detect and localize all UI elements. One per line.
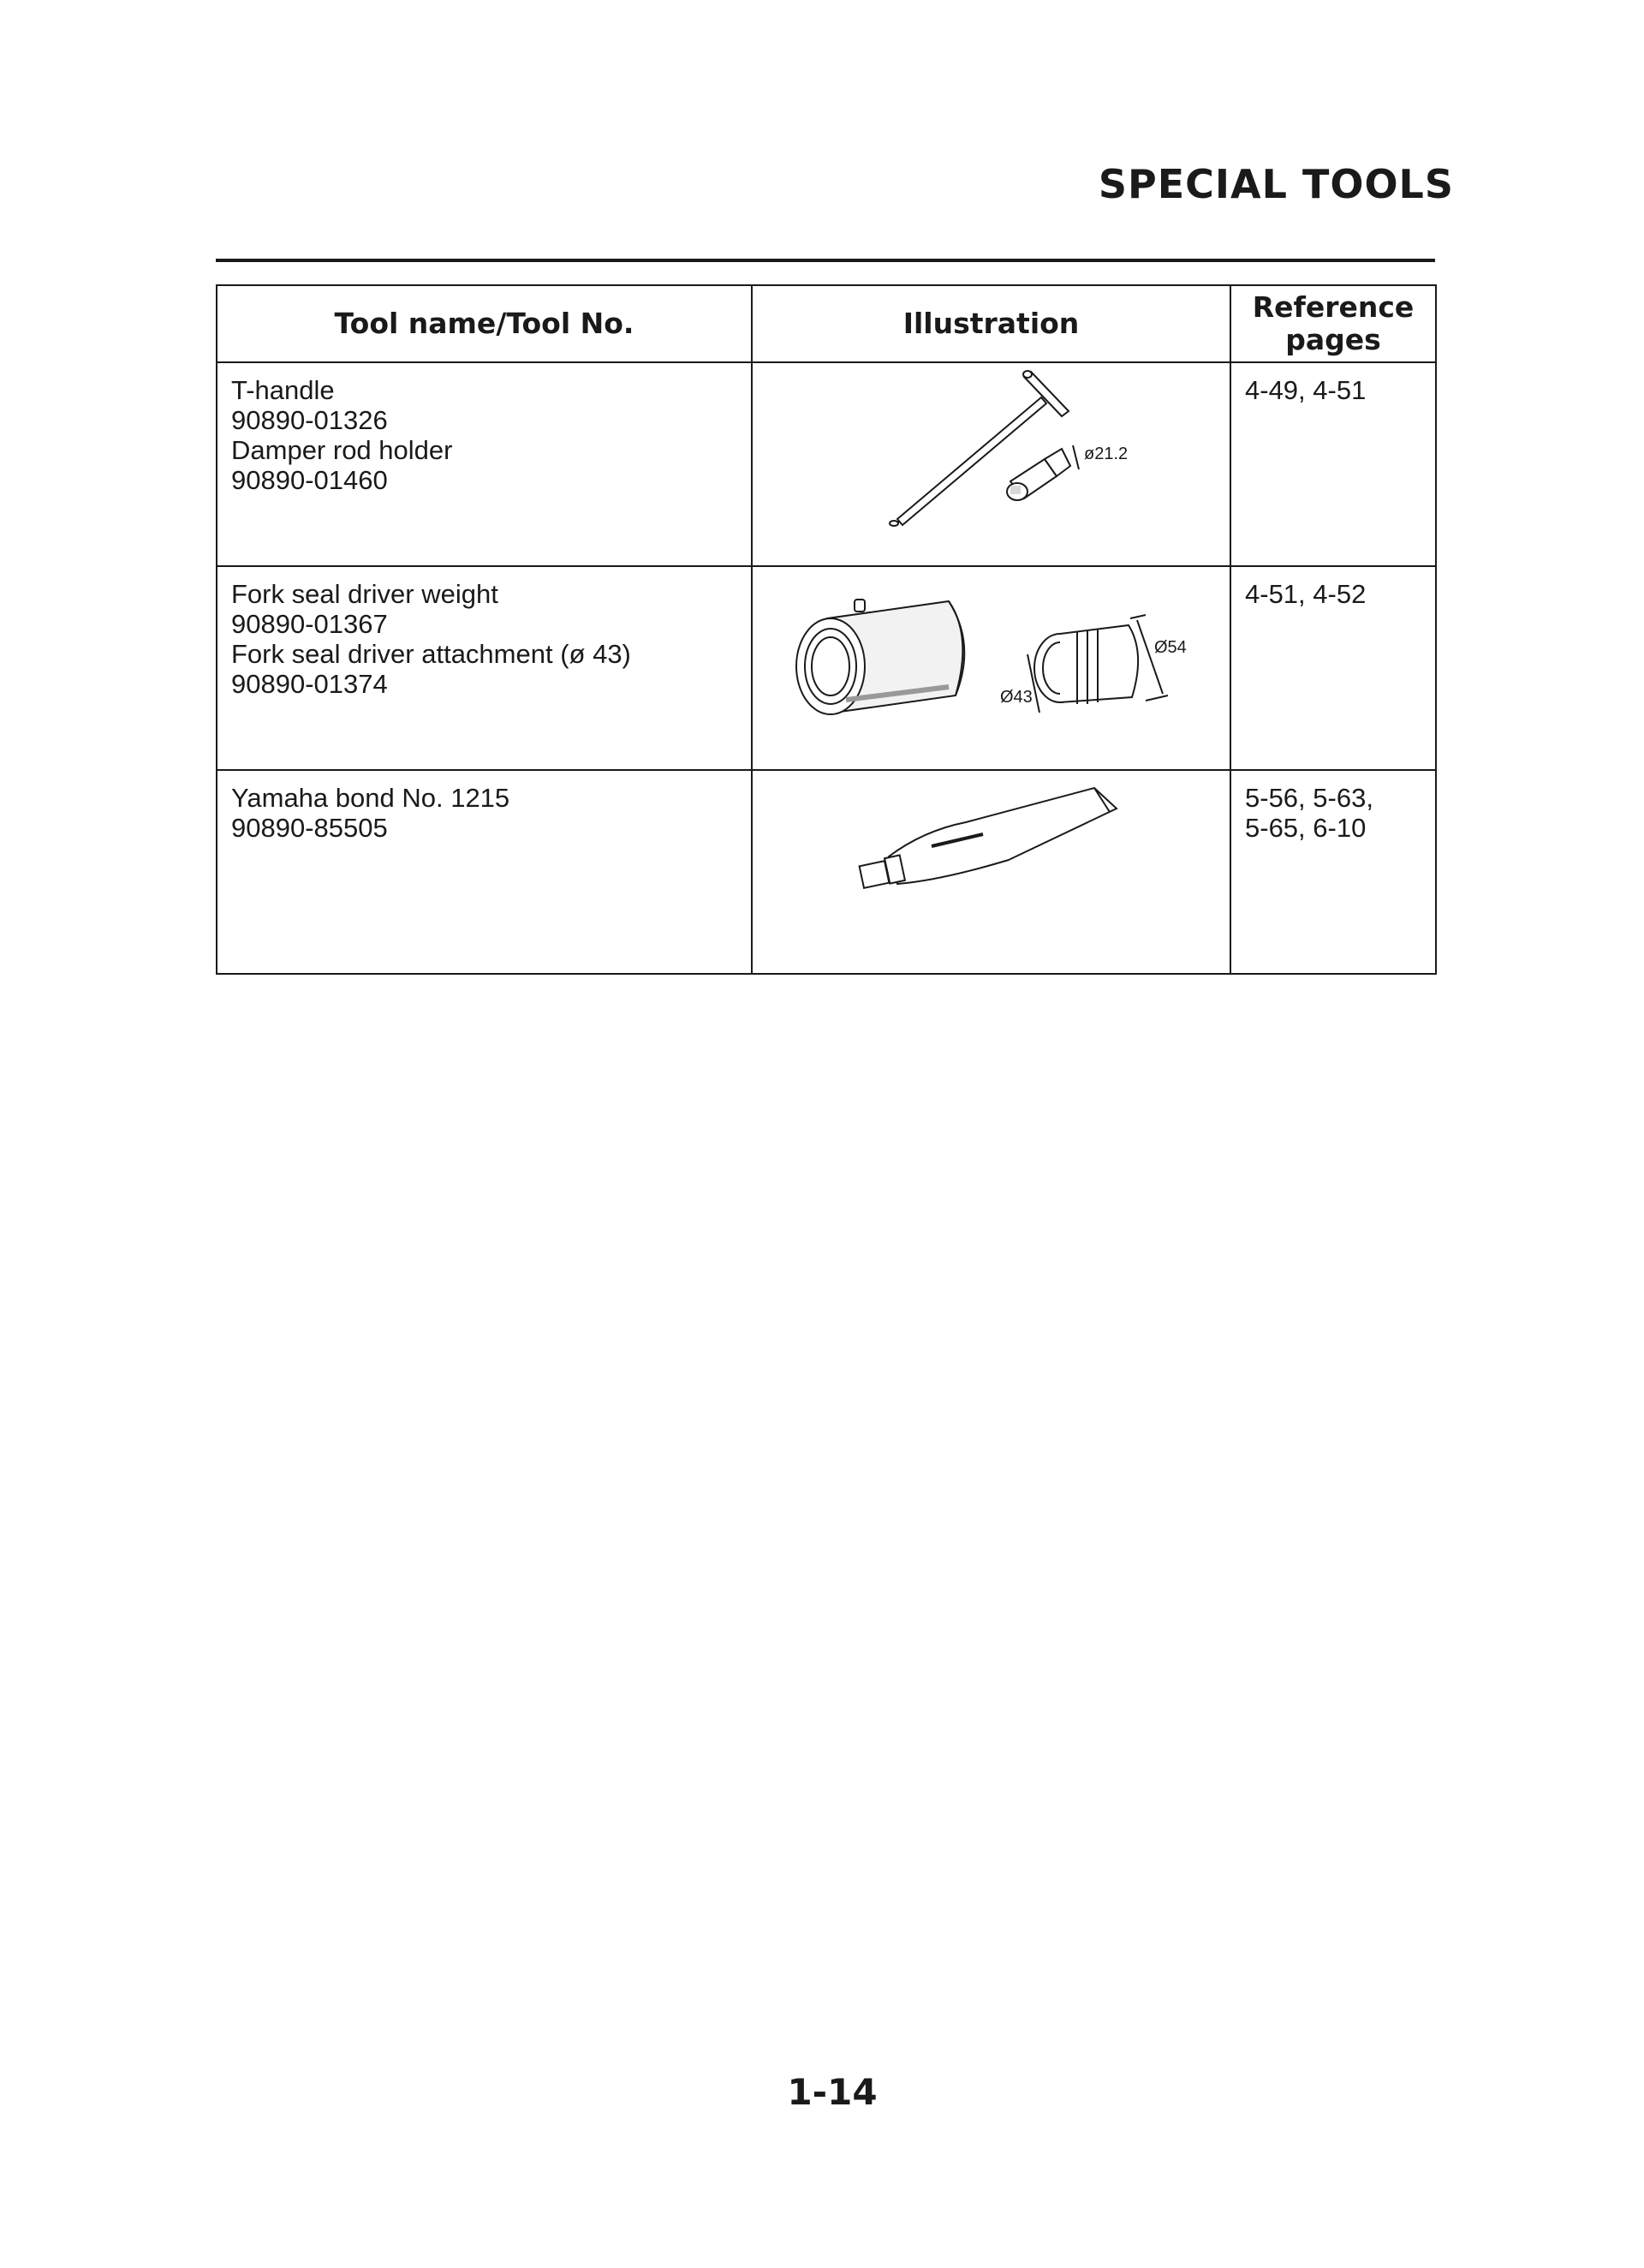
- illustration-cell: [752, 362, 1230, 566]
- table-row: [217, 770, 1436, 974]
- table-row: [217, 362, 1436, 566]
- page-number: 1-14: [787, 2071, 878, 2113]
- reference-pages: 5-56, 5-63,: [1245, 783, 1373, 813]
- reference-pages: 4-49, 4-51: [1245, 375, 1367, 405]
- t-handle-and-damper-rod-holder-illustration: [820, 363, 1163, 543]
- reference-pages-cell: [1230, 566, 1436, 770]
- diameter-label: ø21.2: [1083, 445, 1128, 463]
- sealant-tube-illustration: [837, 771, 1146, 908]
- tool-number: 90890-01374: [231, 669, 388, 699]
- table-row: [217, 566, 1436, 770]
- column-header-reference-pages: [1230, 285, 1436, 362]
- special-tools-table: [216, 284, 1437, 975]
- diameter-label: Ø43: [999, 688, 1033, 707]
- reference-pages: 5-65, 6-10: [1245, 813, 1367, 843]
- title-divider: [216, 259, 1435, 262]
- tool-number: 90890-01460: [231, 465, 388, 495]
- column-header-tool-name: Tool name/Tool No.: [217, 285, 752, 362]
- column-header-reference-pages-text: Reference pages: [1252, 290, 1415, 356]
- fork-seal-driver-illustration: [786, 567, 1197, 747]
- tool-number: 90890-01367: [231, 609, 388, 639]
- reference-pages-cell: [1230, 362, 1436, 566]
- table-header-row: [217, 285, 1436, 362]
- tool-number: 90890-85505: [231, 813, 388, 843]
- tool-name: Fork seal driver weight: [231, 579, 498, 609]
- tool-name-cell: [217, 362, 752, 566]
- tool-name: Yamaha bond No. 1215: [231, 783, 510, 813]
- diameter-label: Ø54: [1153, 638, 1187, 657]
- tool-name: T-handle: [231, 375, 335, 405]
- tool-name: Fork seal driver attachment (ø 43): [231, 639, 631, 669]
- reference-pages: 4-51, 4-52: [1245, 579, 1367, 609]
- column-header-illustration: Illustration: [752, 285, 1230, 362]
- tool-name-cell: [217, 566, 752, 770]
- page-title: SPECIAL TOOLS: [1098, 161, 1454, 207]
- tool-name-cell: [217, 770, 752, 974]
- illustration-cell: [752, 566, 1230, 770]
- tool-number: 90890-01326: [231, 405, 388, 435]
- illustration-cell: [752, 770, 1230, 974]
- tool-name: Damper rod holder: [231, 435, 453, 465]
- reference-pages-cell: [1230, 770, 1436, 974]
